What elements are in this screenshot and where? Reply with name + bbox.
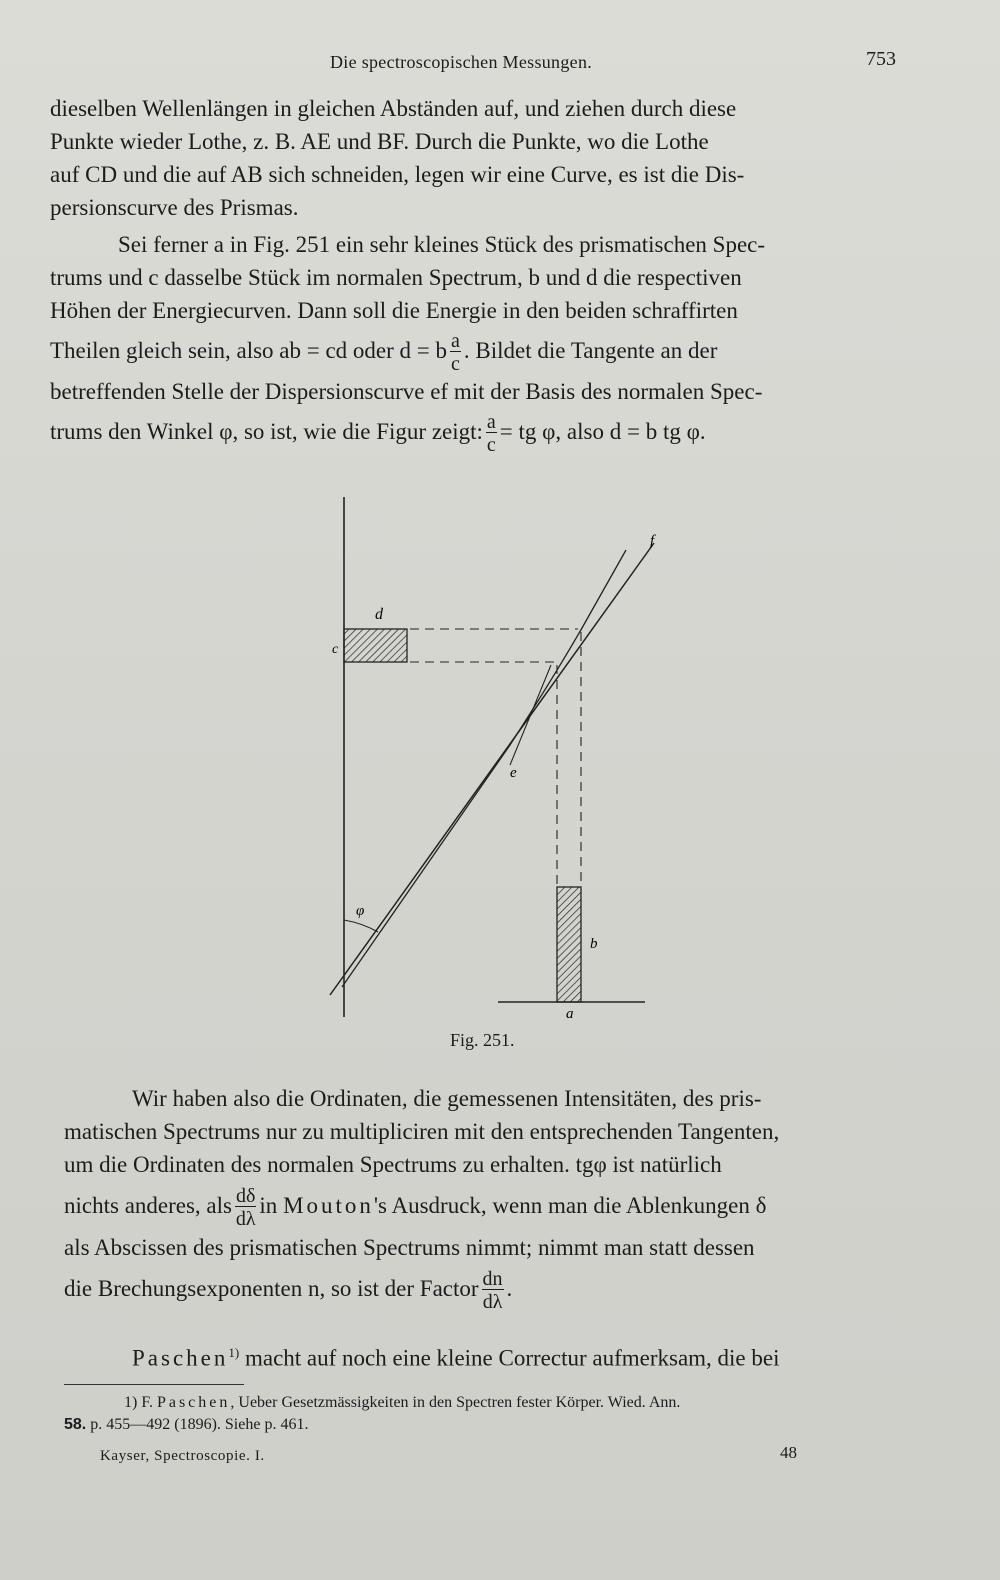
fraction-d-delta-over-d-lambda <box>235 1186 256 1229</box>
text-segment: Theilen gleich sein, also ab = cd oder d = b <box>50 338 448 363</box>
label-f: f <box>650 533 655 549</box>
dispersion-curve <box>342 550 626 987</box>
paragraph-3 <box>64 1082 916 1314</box>
label-b: b <box>590 936 598 952</box>
dispersion-diagram <box>320 495 660 1025</box>
text-segment: . <box>506 1276 513 1301</box>
text-segment: die Brechungsexponenten n, so ist der Factor <box>64 1276 479 1301</box>
label-c: c <box>332 642 339 657</box>
hatched-area-cd <box>344 629 407 662</box>
text-line: Punkte wieder Lothe, z. B. AE und BF. Durch die Punkte, wo die Lothe <box>50 129 709 154</box>
label-a: a <box>566 1006 574 1022</box>
paragraph-1 <box>50 92 900 224</box>
curve-branch-e <box>510 665 551 765</box>
page-header <box>0 48 1000 78</box>
text-line: Sei ferner a in Fig. 251 ein sehr kleines Stück des prismatischen Spec- <box>118 232 766 257</box>
text-segment: trums den Winkel φ, so ist, wie die Figur zeigt: <box>50 419 483 444</box>
sheet-number: 48 <box>780 1443 797 1462</box>
footnote-line <box>64 1414 924 1436</box>
footnote-line <box>64 1392 924 1414</box>
fraction-denominator: c <box>451 353 460 376</box>
fraction-dn-over-d-lambda <box>482 1269 504 1312</box>
label-phi: φ <box>356 903 365 919</box>
figure-caption: Fig. 251. <box>450 1030 515 1050</box>
text-segment: in <box>259 1193 278 1218</box>
volume-number: 58. <box>64 1416 87 1433</box>
text-segment: macht auf noch eine kleine Correctur aufmerksam, die bei <box>239 1345 780 1371</box>
fraction-denominator: c <box>486 434 496 457</box>
text-segment: nichts anderes, als <box>64 1193 232 1218</box>
running-title: Die spectroscopischen Messungen. <box>330 52 593 72</box>
fraction-a-over-c <box>486 412 497 455</box>
text-line: dieselben Wellenlängen in gleichen Abständen auf, und ziehen durch diese <box>50 96 737 121</box>
footnote-marker: 1) <box>228 1345 240 1360</box>
fraction-a-over-c <box>450 331 461 374</box>
author-name: Mouton <box>283 1193 374 1218</box>
fraction-denominator: dλ <box>235 1208 256 1231</box>
fraction-numerator: dn <box>482 1268 503 1291</box>
author-name: Paschen <box>156 1394 231 1411</box>
text-line: als Abscissen des prismatischen Spectrums nimmt; nimmt man statt dessen <box>64 1235 755 1260</box>
page-number: 753 <box>866 48 896 70</box>
text-segment: , Ueber Gesetzmässigkeiten in den Spectren fester Körper. Wied. Ann. <box>230 1394 681 1411</box>
text-line: um die Ordinaten des normalen Spectrums zu erhalten. tgφ ist natürlich <box>64 1152 722 1177</box>
paragraph-4 <box>64 1336 916 1375</box>
text-line: matischen Spectrums nur zu multipliciren mit den entsprechenden Tangenten, <box>64 1119 780 1144</box>
fraction-numerator: a <box>451 330 460 353</box>
hatched-area-ab <box>557 887 581 1002</box>
text-line: Höhen der Energiecurven. Dann soll die Energie in den beiden schraffirten <box>50 298 738 323</box>
label-e: e <box>510 765 517 781</box>
figure-251 <box>320 495 660 1025</box>
text-segment: = tg φ, also d = b tg φ. <box>499 419 706 444</box>
footnote-divider <box>64 1384 244 1385</box>
label-d: d <box>375 606 383 623</box>
fraction-numerator: dδ <box>235 1185 256 1208</box>
fraction-numerator: a <box>486 411 496 434</box>
text-line <box>64 1336 916 1375</box>
text-line: trums und c dasselbe Stück im normalen Spectrum, b und d die respectiven <box>50 265 742 290</box>
paragraph-2 <box>50 228 900 456</box>
text-line: Wir haben also die Ordinaten, die gemessenen Intensitäten, des pris- <box>132 1086 762 1111</box>
fraction-denominator: dλ <box>482 1291 503 1314</box>
footnote <box>64 1392 924 1436</box>
angle-arc <box>344 920 378 932</box>
text-segment: p. 455—492 (1896). Siehe p. 461. <box>86 1416 309 1433</box>
text-line-with-fraction <box>50 408 900 456</box>
text-segment: 1) F. <box>124 1394 157 1411</box>
sheet-signature: Kayser, Spectroscopie. I. <box>100 1448 265 1464</box>
author-name: Paschen <box>132 1345 229 1371</box>
text-line: betreffenden Stelle der Dispersionscurve ef mit der Basis des normalen Spec- <box>50 379 763 404</box>
text-segment: . Bildet die Tangente an der <box>463 338 718 363</box>
text-line: persionscurve des Prismas. <box>50 195 299 220</box>
text-line-with-fraction <box>50 327 900 375</box>
text-line-with-fraction <box>64 1264 916 1314</box>
text-segment: 's Ausdruck, wenn man die Ablenkungen δ <box>373 1193 767 1218</box>
text-line-with-fraction <box>64 1181 916 1231</box>
text-line: auf CD und die auf AB sich schneiden, legen wir eine Curve, es ist die Dis- <box>50 162 745 187</box>
